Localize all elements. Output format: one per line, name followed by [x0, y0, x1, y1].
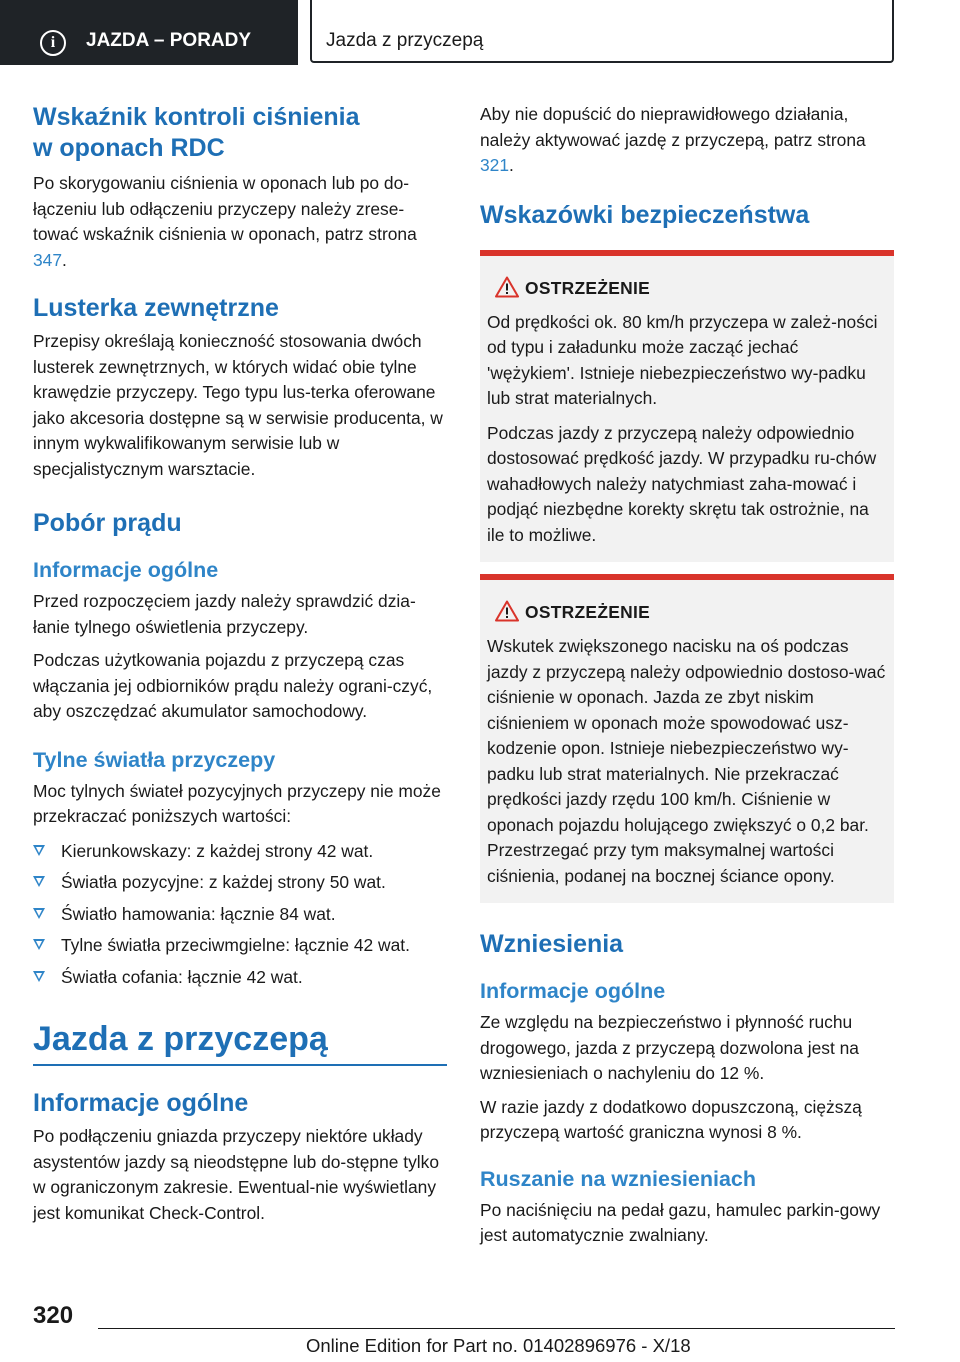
- hill-start-heading: Ruszanie na wzniesieniach: [480, 1166, 757, 1191]
- taillights-intro: Moc tylnych świateł pozycyjnych przyczepy nie może przekraczać poniższych wartości:: [33, 780, 441, 826]
- section-label: JAZDA – PORADY: [86, 30, 252, 51]
- safety-heading: Wskazówki bezpieczeństwa: [480, 200, 810, 229]
- power-heading: Pobór prądu: [33, 509, 182, 537]
- taillights-heading: Tylne światła przyczepy: [33, 747, 276, 772]
- taillights-list: [33, 839, 447, 991]
- warning-triangle-icon: [495, 600, 519, 622]
- right-column: [480, 102, 894, 1249]
- power-text-1: Przed rozpoczęciem jazdy należy sprawdzić dzia-łanie tylnego oświetlenia przyczepy.: [33, 591, 416, 637]
- mirrors-heading: Lusterka zewnętrzne: [33, 294, 279, 322]
- hill-start-text: Po naciśnięciu na pedał gazu, hamulec parkin-gowy jest automatycznie zwalniany.: [480, 1199, 881, 1245]
- list-item-text: Światło hamowania: łącznie 84 wat.: [61, 903, 336, 924]
- right-intro-end: .: [509, 155, 514, 175]
- warning-header: [487, 276, 886, 304]
- chapter-title: Jazda z przyczepą: [326, 30, 484, 51]
- chapter-tab: [310, 0, 894, 63]
- warning-label: OSTRZEŻENIE: [525, 602, 651, 622]
- power-text-2: Podczas użytkowania pojazdu z przyczepą czas włączania jej odbiorników prądu należy ograni-czyć, aby oszczędzać akumulator samochodowy.: [33, 650, 433, 721]
- list-item-text: Kierunkowskazy: z każdej strony 42 wat.: [61, 840, 374, 861]
- heading-divider: [33, 1064, 447, 1066]
- warning-box-1: [480, 250, 894, 563]
- warning-1-text-1: Od prędkości ok. 80 km/h przyczepa w zależ-ności od typu i załadunku może zacząć jechać 'wężykiem'. Istnieje niebezpieczeństwo wy-padku lub strat materialnych.: [487, 311, 878, 408]
- bullet-triangle-icon: [33, 939, 45, 950]
- warning-box-2: [480, 574, 894, 903]
- bullet-triangle-icon: [33, 971, 45, 982]
- rdc-text-end: .: [62, 249, 67, 270]
- right-intro: [480, 102, 894, 179]
- right-intro-body: Aby nie dopuścić do nieprawidłowego działania, należy aktywować jazdę z przyczepą, patrz strona: [480, 104, 866, 150]
- slopes-text-1: Ze względu na bezpieczeństwo i płynność ruchu drogowego, jazda z przyczepą dozwolona jest na wzniesieniach o nachyleniu do 12 %.: [480, 1012, 859, 1083]
- slopes-heading: Wzniesienia: [480, 930, 624, 958]
- trailer-heading: Jazda z przyczepą: [33, 1020, 328, 1058]
- list-item: [33, 902, 447, 928]
- list-item: [33, 839, 447, 865]
- edition-text: Online Edition for Part no. 01402896976 - X/18: [306, 1335, 691, 1356]
- list-item-text: Światła cofania: łącznie 42 wat.: [61, 966, 303, 987]
- power-subheading: Informacje ogólne: [33, 558, 219, 582]
- bullet-triangle-icon: [33, 876, 45, 887]
- list-item-text: Światła pozycyjne: z każdej strony 50 wat.: [61, 872, 386, 892]
- slopes-subheading: Informacje ogólne: [480, 979, 666, 1003]
- bullet-triangle-icon: [33, 845, 45, 856]
- warning-2-text: Wskutek zwiększonego nacisku na oś podczas jazdy z przyczepą należy odpowiednio dostoso-wać ciśnienie w oponach. Jazda ze zbyt niskim ciśnieniem w oponach może spowodować usz-kodzenie opon. Istnieje niebezpieczeństwo wy-padku lub strat materialnych. Nie przekraczać prędkości jazdy rzędu 100 km/h. Ciśnienie w oponach pojazdu holującego zwiększyć o 0,2 bar. Przestrzegać przy tym maksymalnej wartości ciśnienia, podanej na bocznej ściance opony.: [487, 636, 886, 886]
- info-icon: i: [40, 30, 66, 56]
- rdc-text: [33, 171, 447, 273]
- rdc-page-link[interactable]: 347: [33, 249, 63, 270]
- intro-page-link[interactable]: 321: [480, 155, 510, 175]
- rdc-heading-line2: w oponach RDC: [33, 134, 225, 162]
- list-item: [33, 965, 447, 991]
- warning-label: OSTRZEŻENIE: [525, 277, 651, 298]
- warning-header: [487, 600, 886, 628]
- warning-triangle-icon: [495, 276, 519, 298]
- list-item-text: Tylne światła przeciwmgielne: łącznie 42 wat.: [61, 935, 410, 955]
- rdc-heading-line1: Wskaźnik kontroli ciśnienia: [33, 103, 360, 131]
- footer-divider: [98, 1328, 895, 1329]
- trailer-text: Po podłączeniu gniazda przyczepy niektóre układy asystentów jazdy są nieodstępne lub do-stępne tylko w ograniczonym zakresie. Ewentual-nie wyświetlany jest komunikat Check-Control.: [33, 1126, 440, 1223]
- list-item: [33, 870, 447, 896]
- section-header: [0, 0, 298, 65]
- left-column: [33, 102, 447, 1226]
- warning-1-text-2: Podczas jazdy z przyczepą należy odpowiednio dostosować prędkość jazdy. W przypadku ru-chów wahadłowych należy natychmiast zaha-mować i podjąć niezbędne korekty skrętu tak ostrożnie, na ile to możliwe.: [487, 422, 877, 545]
- trailer-subheading: Informacje ogólne: [33, 1089, 249, 1117]
- mirrors-text: Przepisy określają konieczność stosowania dwóch lusterek zewnętrznych, w których widać obie tylne krawędzie przyczepy. Tego typu lus-terka oferowane jako akcesoria dostępne są w serwisie producenta, w innym wykwalifikowanym serwisie lub w specjalistycznym warsztacie.: [33, 331, 443, 479]
- bullet-triangle-icon: [33, 908, 45, 919]
- rdc-heading: [33, 102, 447, 164]
- slopes-text-2: W razie jazdy z dodatkowo dopuszczoną, cięższą przyczepą wartość graniczna wynosi 8 %.: [480, 1096, 862, 1142]
- page-number: 320: [33, 1302, 74, 1329]
- rdc-text-body: Po skorygowaniu ciśnienia w oponach lub po do-łączeniu lub odłączeniu przyczepy należy zrese-tować wskaźnik ciśnienia w oponach, patrz strona: [33, 173, 417, 244]
- list-item: [33, 933, 447, 959]
